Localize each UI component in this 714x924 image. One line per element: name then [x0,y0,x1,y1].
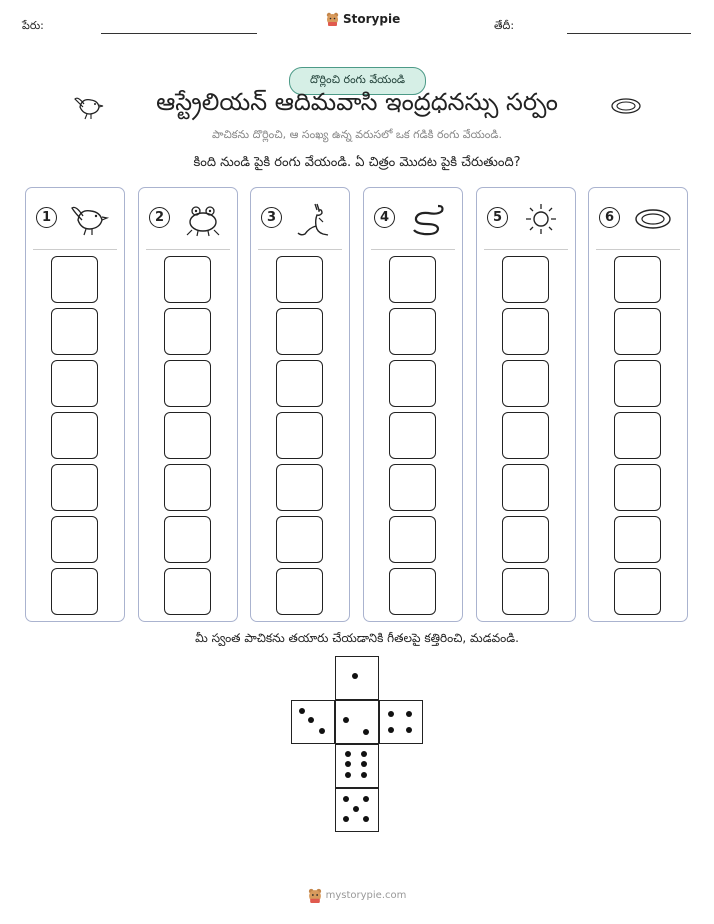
color-box[interactable] [164,464,211,511]
brand-name: Storypie [343,12,401,26]
column-number: 1 [36,207,57,228]
color-box[interactable] [164,256,211,303]
footer [0,888,714,903]
column-divider [371,249,455,250]
color-box[interactable] [51,256,98,303]
waterhole-icon [610,97,642,115]
column-divider [596,249,680,250]
column-1 [25,187,125,622]
dice-face-5[interactable] [335,788,379,832]
column-5 [476,187,576,622]
column-4 [363,187,463,622]
column-number: 6 [599,207,620,228]
snake-icon [408,200,448,238]
footer-url[interactable]: mystorypie.com [325,890,407,901]
column-3 [250,187,350,622]
color-box[interactable] [502,412,549,459]
column-divider [484,249,568,250]
color-box[interactable] [614,256,661,303]
color-box[interactable] [614,412,661,459]
color-box[interactable] [502,308,549,355]
color-box[interactable] [51,412,98,459]
brand-logo [326,12,400,26]
color-box[interactable] [164,568,211,615]
color-box[interactable] [389,308,436,355]
color-box[interactable] [502,464,549,511]
color-box[interactable] [164,308,211,355]
color-box[interactable] [502,360,549,407]
color-box[interactable] [51,360,98,407]
color-box[interactable] [614,568,661,615]
frog-icon [183,200,223,238]
column-number: 2 [149,207,170,228]
color-box[interactable] [276,516,323,563]
column-divider [258,249,342,250]
storypie-bear-icon [308,888,322,903]
color-box[interactable] [614,308,661,355]
activity-badge: దొర్లించి రంగు వేయండి [289,67,426,95]
bird-icon [70,200,110,238]
color-box[interactable] [276,568,323,615]
color-box[interactable] [389,568,436,615]
column-number: 4 [374,207,395,228]
color-box[interactable] [502,516,549,563]
color-box[interactable] [614,360,661,407]
color-box[interactable] [276,256,323,303]
color-box[interactable] [389,412,436,459]
color-box[interactable] [276,308,323,355]
column-2 [138,187,238,622]
waterhole-icon [633,200,673,238]
column-6 [588,187,688,622]
color-box[interactable] [614,516,661,563]
kangaroo-icon [295,200,335,238]
sun-icon [521,200,561,238]
date-label: తేదీ: [494,19,515,32]
color-box[interactable] [389,256,436,303]
color-box[interactable] [164,360,211,407]
color-box[interactable] [276,360,323,407]
dice-face-1[interactable] [335,656,379,700]
column-number: 5 [487,207,508,228]
page-instruction: కింది నుండి పైకి రంగు వేయండి. ఏ చిత్రం మొదట పైకి చేరుతుంది? [193,155,521,170]
column-divider [33,249,117,250]
color-box[interactable] [51,308,98,355]
color-box[interactable] [164,516,211,563]
cut-instruction: మీ స్వంత పాచికను తయారు చేయడానికి గీతలపై కత్తిరించి, మడవండి. [195,631,519,645]
color-box[interactable] [389,516,436,563]
color-box[interactable] [389,360,436,407]
column-number: 3 [261,207,282,228]
dice-face-2[interactable] [335,700,379,744]
storypie-bear-icon [326,12,339,26]
color-box[interactable] [389,464,436,511]
color-box[interactable] [502,256,549,303]
dice-face-3[interactable] [291,700,335,744]
dice-net [291,656,425,836]
page-subtitle: పాచికను దొర్లించి, ఆ సంఖ్య ఉన్న వరుసలో ఒక గడికి రంగు వేయండి. [212,128,502,141]
color-box[interactable] [51,568,98,615]
date-line[interactable] [567,33,691,34]
color-box[interactable] [51,464,98,511]
page-title: ఆస్ట్రేలియన్ ఆదిమవాసి ఇంద్రధనస్సు సర్పం [156,88,558,116]
column-divider [146,249,230,250]
color-box[interactable] [276,412,323,459]
color-box[interactable] [164,412,211,459]
color-box[interactable] [276,464,323,511]
name-line[interactable] [101,33,257,34]
name-label: పేరు: [22,19,44,32]
color-box[interactable] [502,568,549,615]
dice-face-4[interactable] [379,700,423,744]
dice-face-6[interactable] [335,744,379,788]
color-box[interactable] [614,464,661,511]
color-box[interactable] [51,516,98,563]
